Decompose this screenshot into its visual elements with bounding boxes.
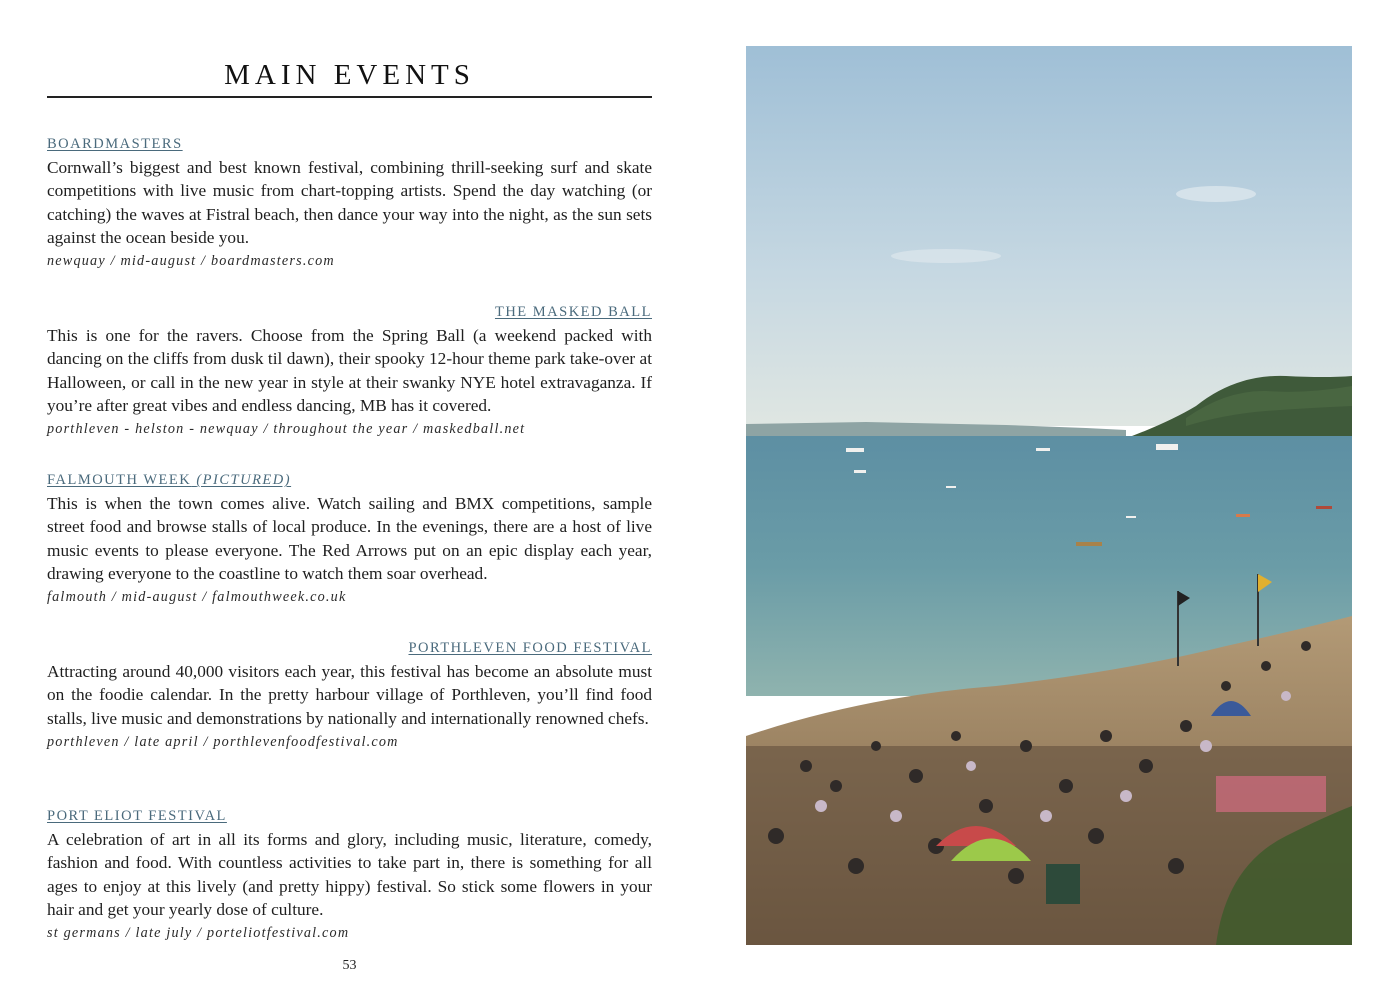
event-description: This is one for the ravers. Choose from the Spring Ball (a weekend packed with dancing on the cliffs from dusk til dawn), their spooky 12-hour theme park take-over at Halloween, or call in the new year in style at their swanky NYE hotel extravaganza. If you’re after great vibes and endless dancing, MB has it covered.	[47, 326, 652, 415]
event-meta: newquay / mid-august / boardmasters.com	[47, 253, 335, 270]
person	[951, 731, 961, 741]
event-masked-ball	[47, 303, 652, 439]
boat	[1036, 448, 1050, 451]
person	[1040, 810, 1052, 822]
event-port-eliot-festival	[47, 807, 652, 943]
title-divider	[47, 96, 652, 98]
page-number: 53	[342, 958, 357, 973]
event-description: This is when the town comes alive. Watch sailing and BMX competitions, sample street food and browse stalls of local produce. In the evenings, there are a host of live music events to please everyone. The Red Arrows put on an epic display each year, drawing everyone to the coastline to watch them soar overhead.	[47, 494, 652, 583]
boat	[1156, 444, 1178, 450]
person	[1059, 779, 1073, 793]
event-meta: porthleven / late april / porthlevenfoodfestival.com	[47, 733, 399, 750]
person	[890, 810, 902, 822]
person	[1281, 691, 1291, 701]
boat	[846, 448, 864, 452]
person	[1100, 730, 1112, 742]
person	[1200, 740, 1212, 752]
boat	[1076, 542, 1102, 546]
person	[1088, 828, 1104, 844]
event-meta: falmouth / mid-august / falmouthweek.co.uk	[47, 589, 347, 606]
person	[909, 769, 923, 783]
sky	[746, 46, 1352, 426]
litter-bin	[1046, 864, 1080, 904]
person	[966, 761, 976, 771]
boat	[1236, 514, 1250, 517]
person	[768, 828, 784, 844]
person	[1139, 759, 1153, 773]
left-page	[47, 0, 652, 992]
boat	[854, 470, 866, 473]
person	[830, 780, 842, 792]
person	[800, 760, 812, 772]
person	[1020, 740, 1032, 752]
person	[815, 800, 827, 812]
person	[1120, 790, 1132, 802]
event-title: PORTHLEVEN FOOD FESTIVAL	[408, 640, 652, 656]
event-title: BOARDMASTERS	[47, 136, 183, 152]
event-porthleven-food-festival	[47, 639, 652, 752]
person	[979, 799, 993, 813]
person	[1261, 661, 1271, 671]
beach-photo	[746, 46, 1352, 945]
event-boardmasters	[47, 135, 652, 271]
pictured-label: (PICTURED)	[196, 472, 292, 488]
boat	[946, 486, 956, 488]
event-title-text: FALMOUTH WEEK	[47, 472, 192, 488]
event-meta: st germans / late july / porteliotfestival.com	[47, 925, 350, 942]
person	[848, 858, 864, 874]
page-title: MAIN EVENTS	[224, 59, 475, 91]
cloud	[1176, 186, 1256, 202]
person	[1008, 868, 1024, 884]
person	[871, 741, 881, 751]
event-description: Cornwall’s biggest and best known festival, combining thrill-seeking surf and skate competitions with live music from chart-topping artists. Spend the day watching (or catching) the waves at Fistral beach, then dance your way into the night, as the sun sets against the ocean beside you.	[47, 158, 652, 247]
boat	[1316, 506, 1332, 509]
event-description: A celebration of art in all its forms and glory, including music, literature, comedy, fashion and food. With countless activities to take part in, there is something for all ages to enjoy at this lively (and pretty hippy) festival. So stick some flowers in your hair and get your yearly dose of culture.	[47, 830, 652, 919]
event-meta: porthleven - helston - newquay / throughout the year / maskedball.net	[47, 421, 526, 438]
person	[1301, 641, 1311, 651]
event-falmouth-week	[47, 471, 652, 607]
event-title: PORT ELIOT FESTIVAL	[47, 808, 227, 824]
event-title	[47, 471, 652, 489]
beach-photo-illustration	[746, 46, 1352, 945]
cloud	[891, 249, 1001, 263]
event-description: Attracting around 40,000 visitors each year, this festival has become an absolute must on the foodie calendar. In the pretty harbour village of Porthleven, you’ll find food stalls, live music and demonstrations by nationally and internationally renowned chefs.	[47, 662, 652, 728]
boat	[1126, 516, 1136, 518]
person	[1180, 720, 1192, 732]
person	[1168, 858, 1184, 874]
windbreak	[1216, 776, 1326, 812]
event-title: THE MASKED BALL	[494, 304, 652, 320]
person	[1221, 681, 1231, 691]
